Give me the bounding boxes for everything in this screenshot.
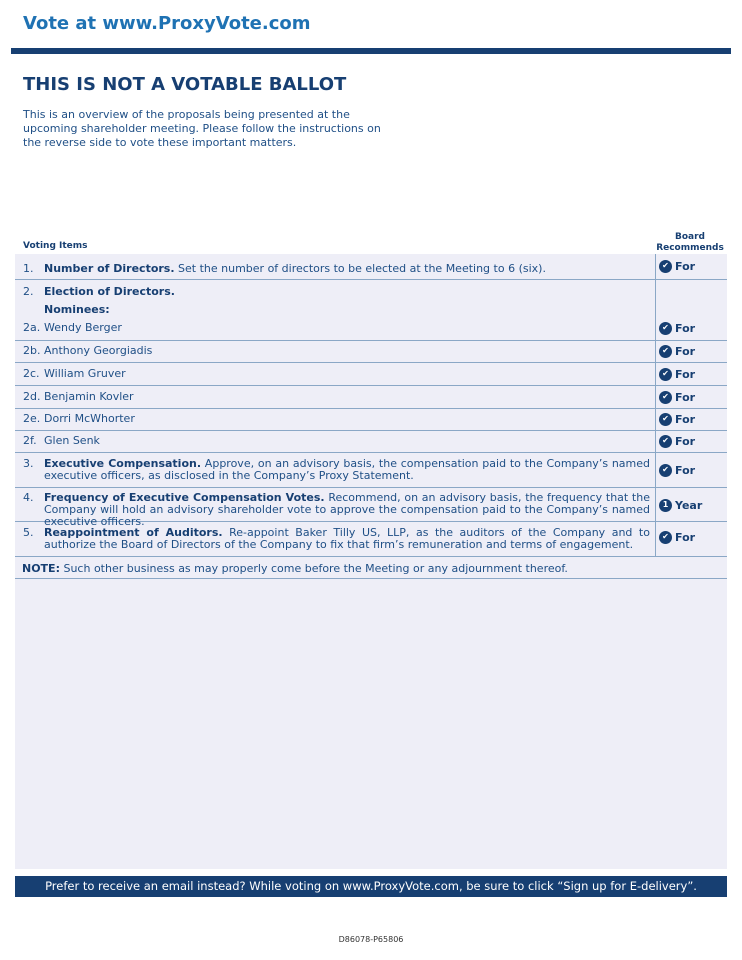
board-recommends-header bbox=[650, 232, 730, 254]
item-title: Executive Compensation. bbox=[44, 457, 202, 470]
item-title: Election of Directors. bbox=[44, 285, 175, 298]
item-text bbox=[44, 458, 650, 482]
item-text bbox=[44, 492, 650, 528]
item-number: 5. bbox=[23, 526, 34, 539]
intro-text: This is an overview of the proposals being presented at the upcoming shareholder meeting. Please follow the instructions on the reverse side to vote these important matters. bbox=[23, 108, 381, 149]
recommendation bbox=[659, 367, 695, 381]
nominee-name: Dorri McWhorter bbox=[44, 412, 135, 425]
recommendation-value: For bbox=[675, 321, 696, 335]
check-icon: ✔ bbox=[659, 435, 672, 448]
header-url: Vote at www.ProxyVote.com bbox=[23, 13, 311, 34]
check-icon: ✔ bbox=[659, 345, 672, 358]
nominee-name: Anthony Georgiadis bbox=[44, 344, 153, 357]
recommendation-value: For bbox=[675, 463, 696, 477]
check-icon: ✔ bbox=[659, 464, 672, 477]
row-divider bbox=[15, 452, 727, 453]
recommendation bbox=[659, 412, 695, 426]
recommendation-value: For bbox=[675, 434, 696, 448]
check-icon: ✔ bbox=[659, 260, 672, 273]
row-divider bbox=[15, 408, 727, 409]
document-code: D86078-P65806 bbox=[338, 935, 404, 944]
row-divider bbox=[15, 487, 727, 488]
item-description: Approve, on an advisory basis, the compensation paid to the Company’s named executive officers, as disclosed in the Company’s Proxy Statement. bbox=[44, 457, 651, 482]
item-number: 2b. bbox=[23, 344, 41, 357]
item-number: 2f. bbox=[23, 434, 37, 447]
check-icon: ✔ bbox=[659, 531, 672, 544]
item-title: Frequency of Executive Compensation Votes. bbox=[44, 491, 325, 504]
recommendation-value: For bbox=[675, 259, 696, 273]
item-description: Set the number of directors to be elected at the Meeting to 6 (six). bbox=[174, 262, 546, 275]
recommendation bbox=[659, 321, 695, 335]
item-number: 2e. bbox=[23, 412, 41, 425]
voting-items-header: Voting Items bbox=[23, 241, 88, 251]
recommendation-value: For bbox=[675, 344, 696, 358]
check-icon: ✔ bbox=[659, 322, 672, 335]
nominee-name: William Gruver bbox=[44, 367, 126, 380]
row-divider bbox=[15, 362, 727, 363]
row-divider bbox=[15, 385, 727, 386]
note-body: Such other business as may properly come before the Meeting or any adjournment thereof. bbox=[59, 562, 568, 575]
recommendation bbox=[659, 498, 702, 512]
row-divider bbox=[15, 340, 727, 341]
note-text bbox=[22, 562, 568, 575]
recommendation-value: Year bbox=[675, 498, 703, 512]
board-header-line2: Recommends bbox=[656, 243, 724, 253]
row-divider bbox=[15, 556, 727, 557]
item-description: Recommend, on an advisory basis, the frequency that the Company will hold an advisory shareholder vote to approve the compensation paid to the Company’s named executive officers. bbox=[44, 491, 650, 528]
row-divider bbox=[15, 279, 727, 280]
nominee-name: Glen Senk bbox=[44, 434, 100, 447]
recommendation-value: For bbox=[675, 367, 696, 381]
footer-banner: Prefer to receive an email instead? While voting on www.ProxyVote.com, be sure to click “Sign up for E-delivery”. bbox=[15, 876, 727, 897]
item-text bbox=[44, 527, 650, 551]
nominee-name: Benjamin Kovler bbox=[44, 390, 134, 403]
item-number: 2c. bbox=[23, 367, 40, 380]
number-one-icon: 1 bbox=[659, 499, 672, 512]
item-number: 2a. bbox=[23, 321, 41, 334]
check-icon: ✔ bbox=[659, 413, 672, 426]
item-text bbox=[44, 286, 175, 298]
page-title: THIS IS NOT A VOTABLE BALLOT bbox=[23, 74, 347, 95]
recommendation bbox=[659, 530, 695, 544]
item-text bbox=[44, 263, 546, 275]
recommendation bbox=[659, 259, 695, 273]
row-divider bbox=[15, 578, 727, 579]
check-icon: ✔ bbox=[659, 391, 672, 404]
row-divider bbox=[15, 430, 727, 431]
item-number: 1. bbox=[23, 262, 34, 275]
item-number: 3. bbox=[23, 457, 34, 470]
board-header-line1: Board bbox=[675, 232, 705, 242]
recommendation bbox=[659, 463, 695, 477]
header-divider bbox=[11, 48, 731, 54]
recommendation bbox=[659, 390, 695, 404]
nominee-name: Wendy Berger bbox=[44, 321, 122, 334]
item-title: Reappointment of Auditors. bbox=[44, 526, 223, 539]
item-number: 2. bbox=[23, 285, 34, 298]
recommendation-value: For bbox=[675, 412, 696, 426]
recommendation bbox=[659, 344, 695, 358]
recommendation-value: For bbox=[675, 530, 696, 544]
item-number: 2d. bbox=[23, 390, 41, 403]
recommendation bbox=[659, 434, 695, 448]
item-description: Re-appoint Baker Tilly US, LLP, as the auditors of the Company and to authorize the Board of Directors of the Company to fix that firm’s remuneration and terms of engagement. bbox=[44, 526, 650, 551]
recommendation-value: For bbox=[675, 390, 696, 404]
item-number: 4. bbox=[23, 491, 34, 504]
item-title: Number of Directors. bbox=[44, 262, 175, 275]
check-icon: ✔ bbox=[659, 368, 672, 381]
column-divider bbox=[655, 254, 656, 556]
note-label: NOTE: bbox=[22, 562, 60, 575]
nominees-label: Nominees: bbox=[44, 303, 110, 316]
